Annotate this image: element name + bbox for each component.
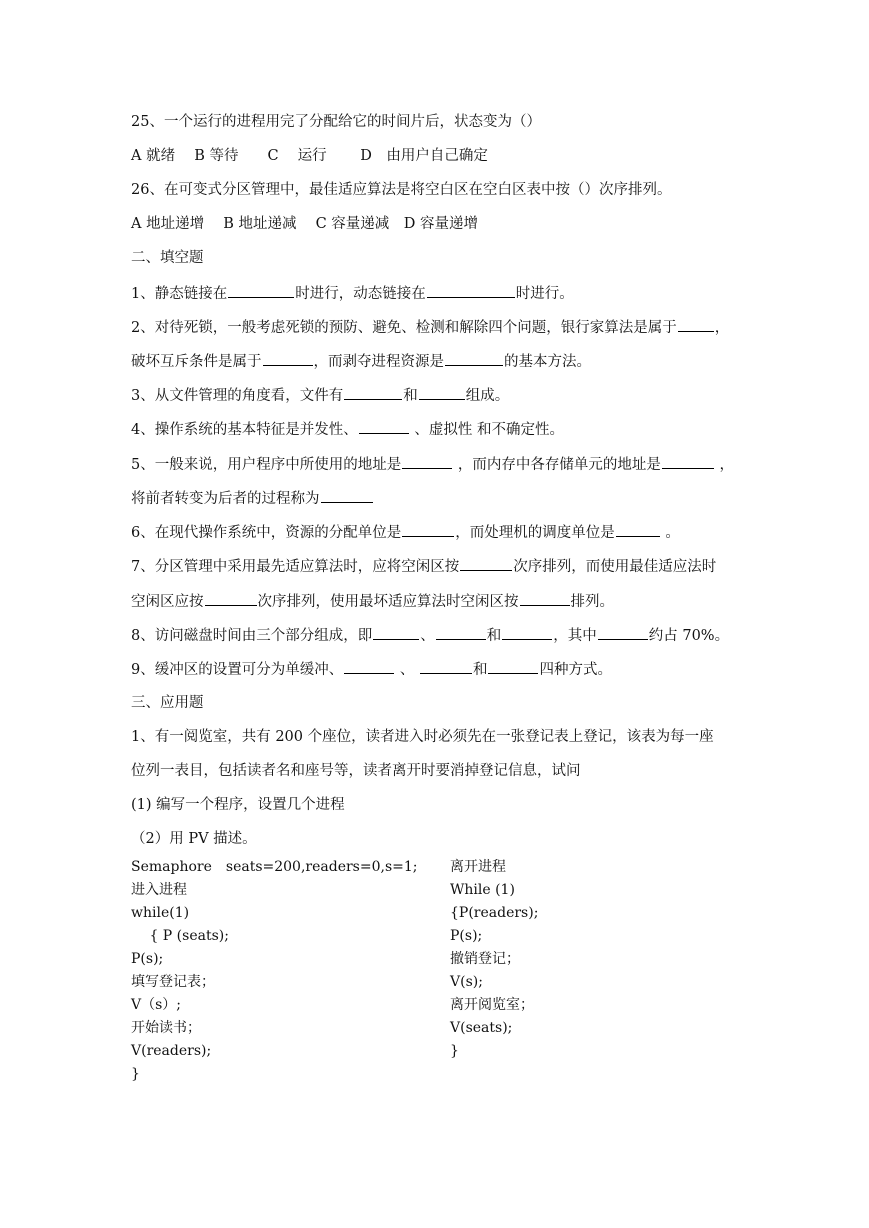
fill-q1-text-a: 1、静态链接在 bbox=[131, 286, 228, 302]
fill-q5-text-b: ，而内存中各存储单元的地址是 bbox=[457, 457, 661, 473]
code-line: 进入进程 bbox=[131, 882, 187, 898]
section-fill-title: 二、填空题 bbox=[131, 250, 204, 266]
answer-blank bbox=[228, 283, 294, 298]
fill-q7-text-a: 7、分区管理中采用最先适应算法时，应将空闲区按 bbox=[131, 559, 460, 575]
fill-question-4 bbox=[131, 419, 564, 440]
question-25-stem: 25、一个运行的进程用完了分配给它的时间片后，状态变为（） bbox=[131, 114, 541, 130]
answer-blank bbox=[460, 556, 512, 571]
fill-q9-text-d: 四种方式。 bbox=[539, 662, 612, 678]
code-line: {P(readers); bbox=[450, 905, 539, 921]
answer-blank bbox=[598, 625, 648, 640]
fill-question-5-line2 bbox=[131, 488, 374, 509]
fill-question-3 bbox=[131, 385, 509, 406]
code-line: 撤销登记； bbox=[450, 951, 520, 967]
question-25-options: A 就绪 B 等待 C 运行 D 由用户自己确定 bbox=[131, 148, 488, 164]
fill-q5-text-d: 将前者转变为后者的过程称为 bbox=[131, 491, 320, 507]
fill-q1-text-c: 时进行。 bbox=[515, 286, 574, 302]
fill-q8-text-c: 和 bbox=[486, 628, 502, 644]
fill-question-9 bbox=[131, 659, 612, 680]
code-line: } bbox=[131, 1066, 140, 1082]
code-line: } bbox=[450, 1043, 459, 1059]
code-line: 开始读书； bbox=[131, 1020, 201, 1036]
fill-q9-text-c: 和 bbox=[472, 662, 488, 678]
section-application-title: 三、应用题 bbox=[131, 695, 204, 711]
answer-blank bbox=[359, 419, 409, 434]
fill-q3-text-b: 和 bbox=[403, 388, 418, 404]
application-question-line1: 1、有一阅览室，共有 200 个座位，读者进入时必须先在一张登记表上登记，该表为每一座 bbox=[131, 729, 714, 745]
fill-q9-text-b: 、 bbox=[399, 662, 415, 678]
fill-q8-text-e: 约占 70%。 bbox=[648, 628, 730, 644]
fill-q6-text-a: 6、在现代操作系统中，资源的分配单位是 bbox=[131, 525, 402, 541]
answer-blank bbox=[344, 659, 394, 674]
leave-process-code-block bbox=[450, 856, 538, 1063]
fill-q4-text-b: 、虚拟性 和不确定性。 bbox=[414, 422, 564, 438]
answer-blank bbox=[419, 385, 465, 400]
fill-q2-text-a: 2、对待死锁，一般考虑死锁的预防、避免、检测和解除四个问题，银行家算法是属于 bbox=[131, 320, 677, 336]
code-line: While (1) bbox=[450, 882, 515, 898]
code-line: while(1) bbox=[131, 905, 190, 921]
fill-q5-text-a: 5、一般来说，用户程序中所使用的地址是 bbox=[131, 457, 402, 473]
fill-q6-text-b: ，而处理机的调度单位是 bbox=[455, 525, 615, 541]
code-line: 离开进程 bbox=[450, 859, 506, 875]
code-line: Semaphore seats=200,readers=0,s=1; bbox=[131, 859, 418, 875]
code-line: { P (seats); bbox=[131, 928, 229, 944]
fill-q1-text-b: 时进行，动态链接在 bbox=[295, 286, 426, 302]
fill-q2-text-b: ， bbox=[714, 320, 730, 336]
enter-process-code-block bbox=[131, 856, 418, 1086]
fill-question-6 bbox=[131, 522, 680, 543]
fill-q7-text-b: 次序排列，而使用最佳适应法时 bbox=[513, 559, 717, 575]
answer-blank bbox=[402, 522, 454, 537]
fill-q8-text-a: 8、访问磁盘时间由三个部分组成，即 bbox=[131, 628, 373, 644]
fill-question-7-line1 bbox=[131, 556, 716, 577]
fill-q7-text-c: 空闲区应按 bbox=[131, 594, 204, 610]
answer-blank bbox=[427, 283, 515, 298]
answer-blank bbox=[616, 522, 660, 537]
application-question-line2: 位列一表目，包括读者名和座号等，读者离开时要消掉登记信息，试问 bbox=[131, 763, 581, 779]
code-line: V（s）; bbox=[131, 997, 182, 1013]
fill-question-5-line1 bbox=[131, 454, 734, 475]
application-subquestion-2: （2）用 PV 描述。 bbox=[131, 831, 257, 847]
answer-blank bbox=[445, 351, 503, 366]
code-line: V(seats); bbox=[450, 1020, 513, 1036]
fill-question-7-line2 bbox=[131, 591, 614, 612]
fill-q6-text-c: 。 bbox=[665, 525, 680, 541]
answer-blank bbox=[205, 591, 257, 606]
fill-question-8 bbox=[131, 625, 729, 646]
fill-question-2-line2 bbox=[131, 351, 591, 372]
answer-blank bbox=[502, 625, 552, 640]
answer-blank bbox=[420, 659, 472, 674]
code-line: 离开阅览室； bbox=[450, 997, 534, 1013]
answer-blank bbox=[520, 591, 570, 606]
fill-question-1 bbox=[131, 283, 574, 304]
fill-q2-text-e: 的基本方法。 bbox=[504, 354, 591, 370]
fill-q8-text-b: 、 bbox=[420, 628, 435, 644]
fill-q4-text-a: 4、操作系统的基本特征是并发性、 bbox=[131, 422, 358, 438]
fill-q8-text-d: ，其中 bbox=[553, 628, 597, 644]
answer-blank bbox=[344, 385, 402, 400]
question-26-options: A 地址递增 B 地址递减 C 容量递减 D 容量递增 bbox=[131, 216, 478, 232]
question-26-stem: 26、在可变式分区管理中，最佳适应算法是将空白区在空白区表中按（）次序排列。 bbox=[131, 182, 672, 198]
answer-blank bbox=[263, 351, 313, 366]
fill-q3-text-a: 3、从文件管理的角度看，文件有 bbox=[131, 388, 344, 404]
fill-q2-text-c: 破坏互斥条件是属于 bbox=[131, 354, 262, 370]
answer-blank bbox=[373, 625, 419, 640]
answer-blank bbox=[678, 317, 714, 332]
answer-blank bbox=[662, 454, 714, 469]
fill-q5-text-c: ， bbox=[719, 457, 734, 473]
fill-q2-text-d: ，而剥夺进程资源是 bbox=[313, 354, 444, 370]
code-line: V(readers); bbox=[131, 1043, 212, 1059]
code-line: P(s); bbox=[131, 951, 164, 967]
code-line: 填写登记表； bbox=[131, 974, 215, 990]
fill-q7-text-d: 次序排列，使用最坏适应算法时空闲区按 bbox=[257, 594, 519, 610]
fill-q9-text-a: 9、缓冲区的设置可分为单缓冲、 bbox=[131, 662, 344, 678]
answer-blank bbox=[488, 659, 538, 674]
fill-q7-text-e: 排列。 bbox=[570, 594, 614, 610]
code-line: P(s); bbox=[450, 928, 483, 944]
application-subquestion-1: (1) 编写一个程序，设置几个进程 bbox=[131, 797, 345, 813]
answer-blank bbox=[321, 488, 373, 503]
answer-blank bbox=[402, 454, 452, 469]
fill-q3-text-c: 组成。 bbox=[465, 388, 510, 404]
code-line: V(s); bbox=[450, 974, 483, 990]
answer-blank bbox=[436, 625, 486, 640]
fill-question-2-line1 bbox=[131, 317, 729, 338]
